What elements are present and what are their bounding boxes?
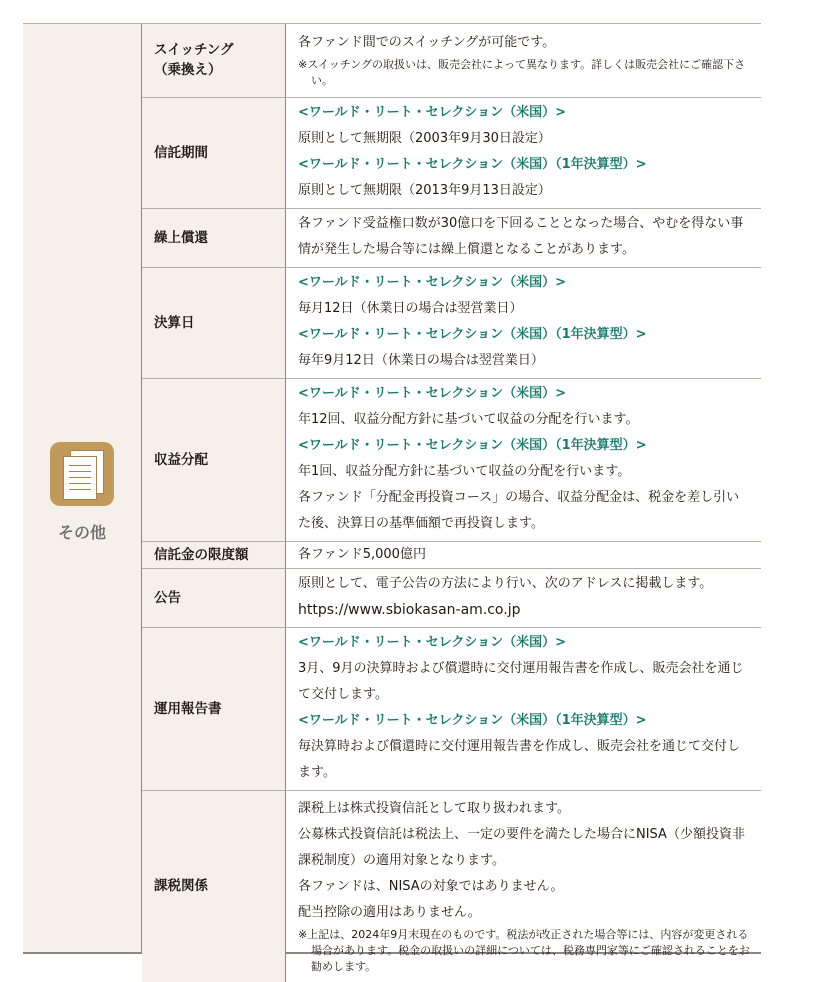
row-value [286,378,762,541]
fund-info-table [142,24,761,982]
value-line: 各ファンドは、NISAの対象ではありません。 [298,878,564,894]
fund-name-heading: <ワールド・リート・セレクション（米国）> [298,104,567,120]
category-label: その他 [57,523,106,542]
url-text: https://www.sbiokasan-am.co.jp [298,601,521,618]
row-label: 繰上償還 [142,208,286,267]
value-line: 原則として無期限（2013年9月13日設定） [298,182,551,198]
table-row [142,541,761,568]
row-value [286,208,762,267]
fund-name-heading: <ワールド・リート・セレクション（米国）（1年決算型）> [298,326,647,342]
value-line: 各ファンド5,000億円 [298,546,426,562]
row-value [286,97,762,208]
row-label: 信託金の限度額 [142,541,286,568]
table-row [142,378,761,541]
value-line: 3月、9月の決算時および償還時に交付運用報告書を作成し、販売会社を通じて交付します。 [298,660,744,702]
value-line: 毎決算時および償還時に交付運用報告書を作成し、販売会社を通じて交付します。 [298,738,741,780]
row-value [286,790,762,982]
fund-name-heading: <ワールド・リート・セレクション（米国）（1年決算型）> [298,437,647,453]
row-label-line: （乗換え） [154,62,222,79]
fund-name-heading: <ワールド・リート・セレクション（米国）> [298,634,567,650]
value-line: 各ファンド間でのスイッチングが可能です。 [298,34,556,50]
value-note: ※スイッチングの取扱いは、販売会社によって異なります。詳しくは販売会社にご確認下さい。 [298,57,746,87]
table-row [142,267,761,378]
fund-name-heading: <ワールド・リート・セレクション（米国）（1年決算型）> [298,712,647,728]
row-label: 決算日 [142,267,286,378]
table-row [142,568,761,627]
row-value [286,541,762,568]
row-label-switching [142,24,286,97]
value-line: 年1回、収益分配方針に基づいて収益の分配を行います。 [298,463,631,479]
value-line: 毎年9月12日（休業日の場合は翌営業日） [298,352,544,368]
value-line: 配当控除の適用はありません。 [298,904,481,920]
row-label: 課税関係 [142,790,286,982]
value-line: 課税上は株式投資信託として取り扱われます。 [298,800,570,816]
row-value [286,568,762,627]
row-label: 信託期間 [142,97,286,208]
row-label: 収益分配 [142,378,286,541]
value-line: 公募株式投資信託は税法上、一定の要件を満たした場合にNISA（少額投資非課税制度）の適用対象となります。 [298,826,745,868]
fund-name-heading: <ワールド・リート・セレクション（米国）> [298,274,567,290]
category-column [23,24,142,952]
row-label: 公告 [142,568,286,627]
value-line: 毎月12日（休業日の場合は翌営業日） [298,300,523,316]
row-value [286,627,762,790]
table-row [142,208,761,267]
fund-name-heading: <ワールド・リート・セレクション（米国）（1年決算型）> [298,156,647,172]
row-label-line: スイッチング [154,42,234,59]
info-table-frame [23,23,761,973]
value-line: 各ファンド「分配金再投資コース」の場合、収益分配金は、税金を差し引いた後、決算日の基準価額で再投資します。 [298,489,740,531]
value-note: ※上記は、2024年9月末現在のものです。税法が改正された場合等には、内容が変更される場合があります。税金の取扱いの詳細については、税務専門家等にご確認されることをお勧めします。 [298,927,750,973]
row-label: 運用報告書 [142,627,286,790]
table-row [142,627,761,790]
value-line: 原則として、電子公告の方法により行い、次のアドレスに掲載します。 [298,575,713,591]
value-line: 原則として無期限（2003年9月30日設定） [298,130,551,146]
table-row [142,790,761,982]
table-row [142,24,761,97]
document-icon [50,442,114,506]
value-line: 年12回、収益分配方針に基づいて収益の分配を行います。 [298,411,639,427]
row-value [286,24,762,97]
value-line: 各ファンド受益権口数が30億口を下回ることとなった場合、やむを得ない事情が発生した場合等には繰上償還となることがあります。 [298,215,744,257]
fund-name-heading: <ワールド・リート・セレクション（米国）> [298,385,567,401]
row-value [286,267,762,378]
table-row [142,97,761,208]
